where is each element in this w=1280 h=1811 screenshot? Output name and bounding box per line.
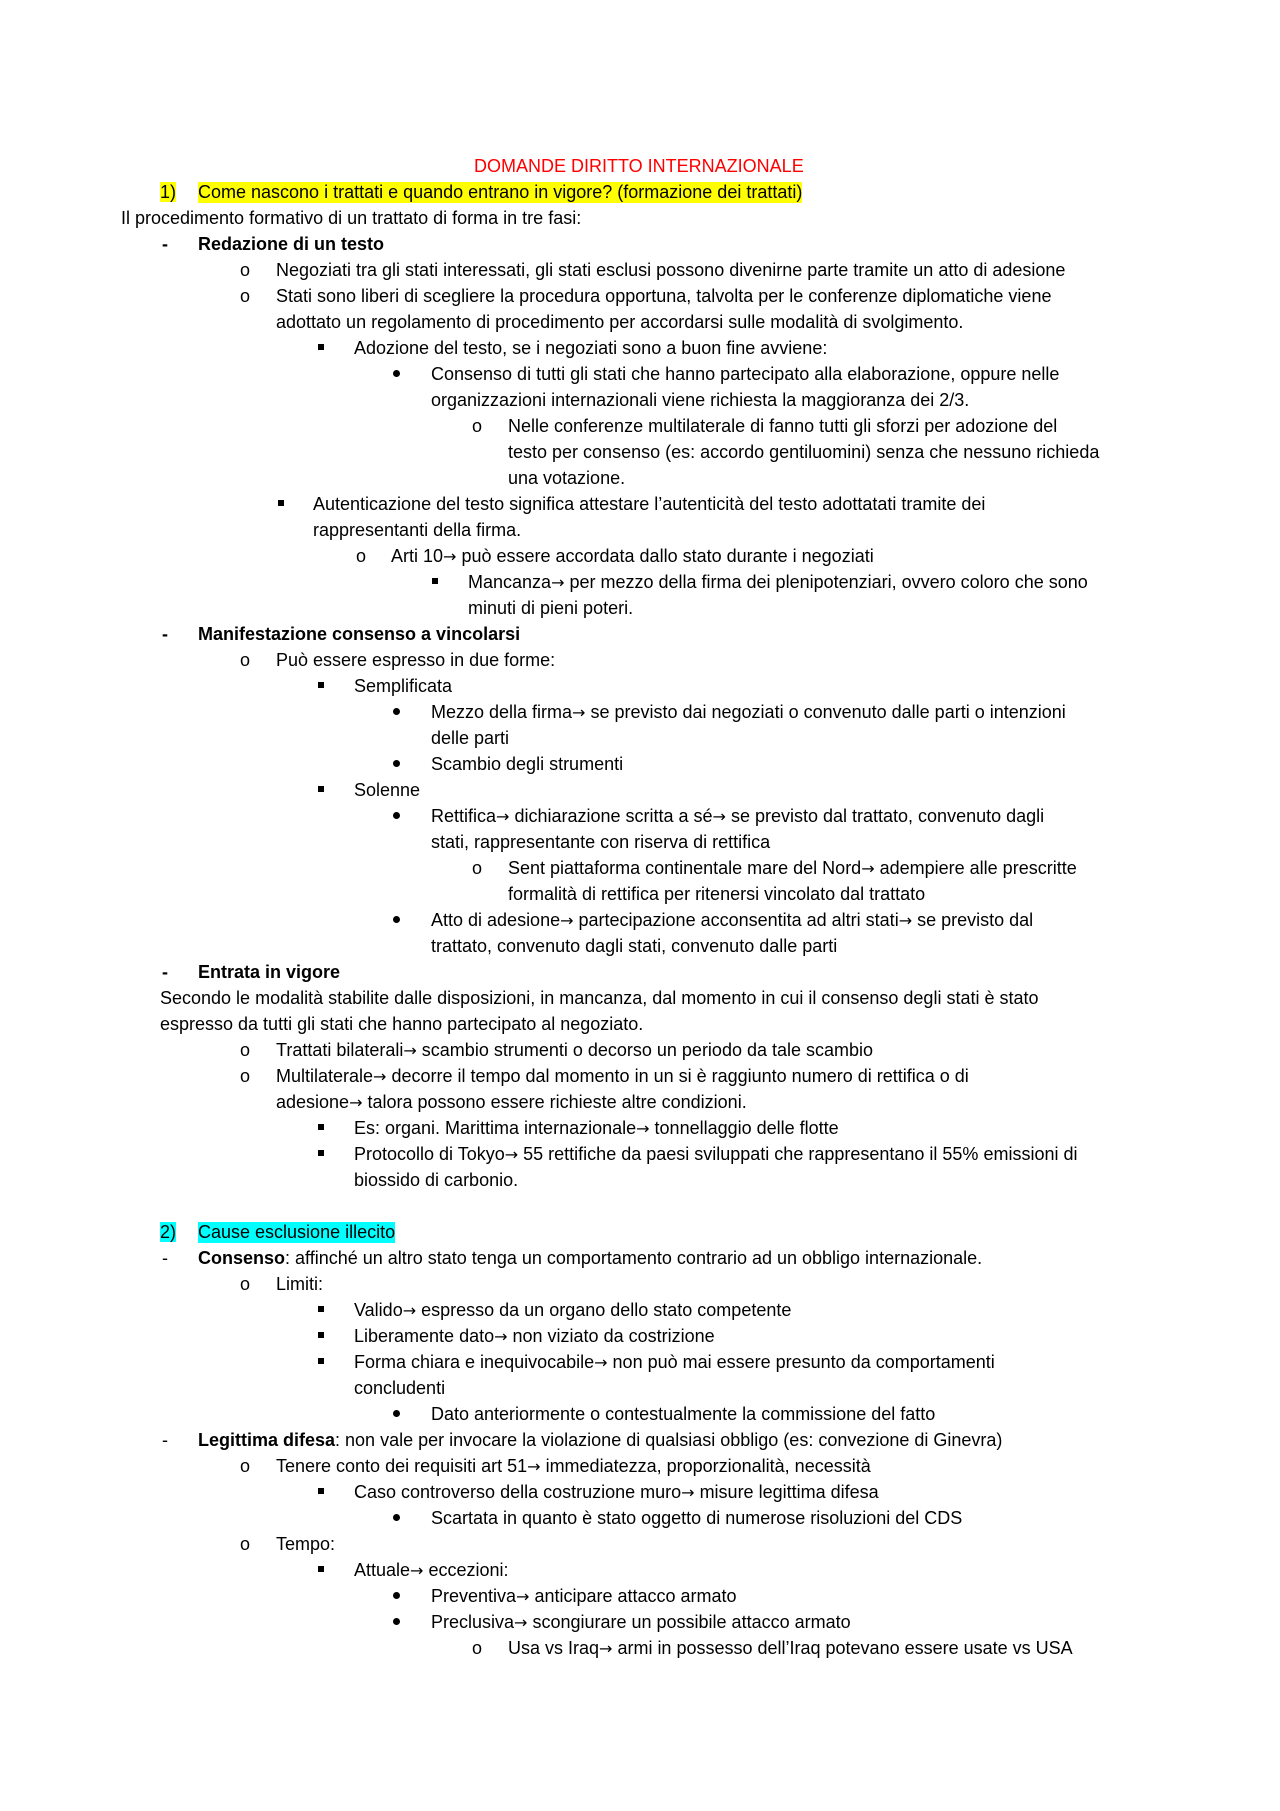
o-bullet: o	[240, 1040, 251, 1060]
square-bullet	[318, 1332, 324, 1338]
round-bullet	[393, 812, 400, 819]
list-item-continuation: una votazione.	[508, 468, 626, 488]
dash-bullet: -	[162, 234, 168, 254]
list-item	[391, 546, 874, 567]
square-bullet	[432, 578, 438, 584]
dash-bullet: -	[162, 624, 168, 644]
list-item	[431, 702, 1066, 723]
list-item: Nelle conferenze multilaterale di fanno tutti gli sforzi per adozione del	[508, 416, 1058, 436]
arrow-icon: →	[594, 1353, 608, 1372]
o-bullet: o	[240, 650, 251, 670]
dash-bullet: -	[162, 1430, 168, 1450]
arrow-icon: →	[403, 1041, 417, 1060]
page-title: DOMANDE DIRITTO INTERNAZIONALE	[474, 156, 804, 176]
list-item: Stati sono liberi di scegliere la procedura opportuna, talvolta per le conferenze diplomatiche viene	[276, 286, 1052, 306]
list-item: Può essere espresso in due forme:	[276, 650, 556, 670]
list-item	[354, 1118, 839, 1139]
dash-bullet: -	[162, 962, 168, 982]
item-text: : non vale per invocare la violazione di qualsiasi obbligo (es: convezione di Ginevra)	[335, 1430, 1003, 1450]
item-label: Tenere conto dei requisiti art 51	[276, 1456, 528, 1476]
arrow-icon: →	[572, 703, 586, 722]
section-heading-manifestazione: Manifestazione consenso a vincolarsi	[198, 624, 521, 644]
item-label: Multilaterale	[276, 1066, 374, 1086]
list-item: Semplificata	[354, 676, 453, 696]
item-text: non può mai essere presunto da comportamenti	[607, 1352, 995, 1372]
item-text: scambio strumenti o decorso un periodo da tale scambio	[416, 1040, 874, 1060]
arrow-icon: →	[636, 1119, 650, 1138]
arrow-icon: →	[373, 1067, 387, 1086]
list-item	[354, 1144, 1077, 1165]
question-1-number: 1)	[160, 182, 177, 202]
item-label: adesione	[276, 1092, 350, 1112]
item-text: non viziato da costrizione	[507, 1326, 715, 1346]
item-text: eccezioni:	[423, 1560, 509, 1580]
square-bullet	[318, 1488, 324, 1494]
arrow-icon: →	[496, 807, 510, 826]
list-item: Consenso di tutti gli stati che hanno partecipato alla elaborazione, oppure nelle	[431, 364, 1060, 384]
question-2-text: Cause esclusione illecito	[198, 1222, 396, 1242]
o-bullet: o	[472, 858, 483, 878]
list-item: Limiti:	[276, 1274, 324, 1294]
item-text: : affinché un altro stato tenga un comportamento contrario ad un obbligo internazionale.	[285, 1248, 983, 1268]
paragraph: espresso da tutti gli stati che hanno partecipato al negoziato.	[160, 1014, 644, 1034]
item-text: misure legittima difesa	[694, 1482, 879, 1502]
list-item	[276, 1066, 969, 1087]
question-1-heading	[160, 182, 803, 203]
list-item	[468, 572, 1088, 593]
square-bullet	[318, 344, 324, 350]
list-item	[431, 1586, 737, 1607]
item-text: può essere accordata dallo stato durante i negoziati	[456, 546, 874, 566]
item-text: partecipazione acconsentita ad altri stati	[573, 910, 899, 930]
item-text: talora possono essere richieste altre condizioni.	[362, 1092, 747, 1112]
round-bullet	[393, 370, 400, 377]
paragraph: Secondo le modalità stabilite dalle disposizioni, in mancanza, dal momento in cui il consenso degli stati è stato	[160, 988, 1039, 1008]
square-bullet	[318, 786, 324, 792]
item-label: Es: organi. Marittima internazionale	[354, 1118, 637, 1138]
item-label: Atto di adesione	[431, 910, 561, 930]
list-item: Adozione del testo, se i negoziati sono a buon fine avviene:	[354, 338, 828, 358]
arrow-icon: →	[681, 1483, 695, 1502]
list-item	[276, 1456, 871, 1477]
round-bullet	[393, 916, 400, 923]
list-item-continuation: formalità di rettifica per ritenersi vincolato dal trattato	[508, 884, 926, 904]
item-label: Mezzo della firma	[431, 702, 573, 722]
arrow-icon: →	[504, 1145, 519, 1164]
item-text: anticipare attacco armato	[529, 1586, 737, 1606]
item-label: Valido	[354, 1300, 403, 1320]
item-label: Legittima difesa	[198, 1430, 336, 1450]
dash-bullet: -	[162, 1248, 168, 1268]
o-bullet: o	[240, 1066, 251, 1086]
item-label: Protocollo di Tokyo	[354, 1144, 505, 1164]
arrow-icon: →	[898, 911, 913, 930]
item-label: Attuale	[354, 1560, 411, 1580]
square-bullet	[318, 1566, 324, 1572]
list-item-continuation: stati, rappresentante con riserva di rettifica	[431, 832, 771, 852]
list-item-continuation: delle parti	[431, 728, 510, 748]
o-bullet: o	[240, 1274, 251, 1294]
round-bullet	[393, 708, 400, 715]
item-label: Usa vs Iraq	[508, 1638, 600, 1658]
item-label: Trattati bilaterali	[276, 1040, 404, 1060]
item-text: immediatezza, proporzionalità, necessità	[540, 1456, 871, 1476]
list-item	[431, 910, 1033, 931]
o-bullet: o	[240, 286, 251, 306]
item-text: decorre il tempo dal momento in un si è raggiunto numero di rettifica o di	[386, 1066, 969, 1086]
arrow-icon: →	[551, 573, 565, 592]
arrow-icon: →	[349, 1093, 363, 1112]
item-text: dichiarazione scritta a sé	[509, 806, 713, 826]
o-bullet: o	[240, 1456, 251, 1476]
item-label: Sent piattaforma continentale mare del Nord	[508, 858, 862, 878]
list-item	[198, 1430, 1002, 1451]
arrow-icon: →	[599, 1639, 613, 1658]
list-item-continuation: concludenti	[354, 1378, 446, 1398]
list-item: Scartata in quanto è stato oggetto di numerose risoluzioni del CDS	[431, 1508, 963, 1528]
round-bullet	[393, 1618, 400, 1625]
question-2-heading	[160, 1222, 396, 1243]
item-label: Rettifica	[431, 806, 497, 826]
o-bullet: o	[472, 1638, 483, 1658]
list-item-continuation: biossido di carbonio.	[354, 1170, 519, 1190]
item-text: se previsto dai negoziati o convenuto dalle parti o intenzioni	[585, 702, 1066, 722]
list-item	[431, 806, 1044, 827]
item-text: adempiere alle prescritte	[874, 858, 1077, 878]
intro-text: Il procedimento formativo di un trattato di forma in tre fasi:	[121, 208, 582, 228]
list-item	[276, 1040, 873, 1061]
list-item: Dato anteriormente o contestualmente la commissione del fatto	[431, 1404, 936, 1424]
list-item	[508, 1638, 1073, 1659]
item-label: Mancanza	[468, 572, 552, 592]
square-bullet	[318, 1306, 324, 1312]
item-text: 55 rettifiche da paesi sviluppati che rappresentano il 55% emissioni di	[518, 1144, 1078, 1164]
list-item	[354, 1326, 715, 1347]
arrow-icon: →	[712, 807, 726, 826]
square-bullet	[318, 1150, 324, 1156]
item-label: Preclusiva	[431, 1612, 515, 1632]
list-item	[198, 1248, 982, 1269]
arrow-icon: →	[402, 1301, 417, 1320]
item-label: Caso controverso della costruzione muro	[354, 1482, 682, 1502]
o-bullet: o	[356, 546, 367, 566]
square-bullet	[278, 500, 284, 506]
list-item: Scambio degli strumenti	[431, 754, 624, 774]
list-item-continuation: rappresentanti della firma.	[313, 520, 522, 540]
arrow-icon: →	[560, 911, 574, 930]
round-bullet	[393, 1592, 400, 1599]
list-item-continuation: organizzazioni internazionali viene richiesta la maggioranza dei 2/3.	[431, 390, 970, 410]
item-text: per mezzo della firma dei plenipotenziari, ovvero coloro che sono	[564, 572, 1088, 592]
list-item	[354, 1560, 509, 1581]
list-item	[354, 1352, 995, 1373]
square-bullet	[318, 1358, 324, 1364]
o-bullet: o	[240, 1534, 251, 1554]
arrow-icon: →	[494, 1327, 508, 1346]
arrow-icon: →	[410, 1561, 424, 1580]
o-bullet: o	[472, 416, 483, 436]
item-text: espresso da un organo dello stato competente	[416, 1300, 792, 1320]
o-bullet: o	[240, 260, 251, 280]
question-2-number: 2)	[160, 1222, 177, 1242]
arrow-icon: →	[443, 547, 457, 566]
list-item: Negoziati tra gli stati interessati, gli stati esclusi possono divenirne parte tramite un atto di adesione	[276, 260, 1066, 280]
round-bullet	[393, 760, 400, 767]
question-1-text: Come nascono i trattati e quando entrano in vigore? (formazione dei trattati)	[198, 182, 803, 202]
list-item-continuation: trattato, convenuto dagli stati, convenuto dalle parti	[431, 936, 838, 956]
list-item: Tempo:	[276, 1534, 336, 1554]
item-label: Arti 10	[391, 546, 444, 566]
list-item-continuation: adottato un regolamento di procedimento per accordarsi sulle modalità di svolgimento.	[276, 312, 964, 332]
list-item	[354, 1300, 791, 1321]
item-text: se previsto dal trattato, convenuto dagli	[725, 806, 1045, 826]
item-text: se previsto dal	[912, 910, 1034, 930]
arrow-icon: →	[861, 859, 875, 878]
arrow-icon: →	[527, 1457, 541, 1476]
item-label: Consenso	[198, 1248, 286, 1268]
item-text: tonnellaggio delle flotte	[649, 1118, 839, 1138]
item-label: Liberamente dato	[354, 1326, 495, 1346]
round-bullet	[393, 1410, 400, 1417]
arrow-icon: →	[516, 1587, 530, 1606]
list-item-continuation: testo per consenso (es: accordo gentiluomini) senza che nessuno richieda	[508, 442, 1100, 462]
list-item-continuation	[276, 1092, 747, 1113]
item-label: Preventiva	[431, 1586, 517, 1606]
list-item: Solenne	[354, 780, 421, 800]
list-item	[508, 858, 1077, 879]
round-bullet	[393, 1514, 400, 1521]
item-text: armi in possesso dell’Iraq potevano essere usate vs USA	[612, 1638, 1073, 1658]
list-item	[354, 1482, 879, 1503]
square-bullet	[318, 1124, 324, 1130]
arrow-icon: →	[514, 1613, 528, 1632]
section-heading-entrata: Entrata in vigore	[198, 962, 341, 982]
section-heading-redazione: Redazione di un testo	[198, 234, 385, 254]
list-item: Autenticazione del testo significa attestare l’autenticità del testo adottatati tramite dei	[313, 494, 986, 514]
square-bullet	[318, 682, 324, 688]
item-label: Forma chiara e inequivocabile	[354, 1352, 595, 1372]
list-item	[431, 1612, 851, 1633]
item-text: scongiurare un possibile attacco armato	[527, 1612, 851, 1632]
list-item-continuation: minuti di pieni poteri.	[468, 598, 634, 618]
